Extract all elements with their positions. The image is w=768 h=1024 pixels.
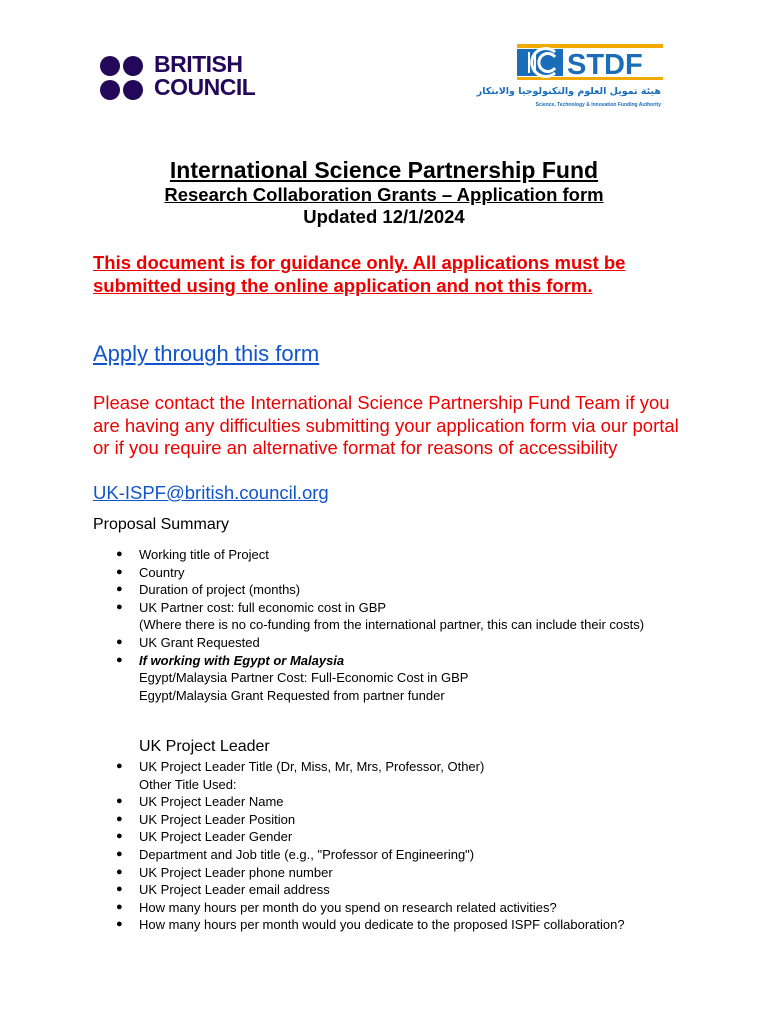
contact-text: Please contact the International Science Partnership Fund Team if you are having any difficulties submitting your application form via our portal or if you require an alternative format for reasons of accessibility <box>93 392 679 458</box>
list-item: ● UK Project Leader phone number <box>116 864 333 880</box>
document-subtitle: Research Collaboration Grants – Application form <box>164 184 604 205</box>
list-item-note: (Where there is no co-funding from the international partner, this can include their costs) <box>139 617 645 633</box>
proposal-summary-heading: Proposal Summary <box>93 516 230 533</box>
list-item: ● UK Grant Requested <box>116 634 260 650</box>
british-council-dots-icon <box>100 55 148 101</box>
list-item-note: Other Title Used: <box>139 776 237 792</box>
list-item: ● Duration of project (months) <box>116 582 301 598</box>
bullet-icon: ● <box>116 900 123 913</box>
bullet-icon: ● <box>116 653 123 666</box>
list-item: ● UK Partner cost: full economic cost in GBP (Where there is no co-funding from the international partner, this can include their costs) <box>110 599 670 634</box>
bullet-icon: ● <box>116 847 123 860</box>
bullet-icon: ● <box>116 830 123 843</box>
bullet-icon: ● <box>116 760 123 772</box>
british-council-logo <box>100 53 270 103</box>
list-item: ● UK Project Leader Title (Dr, Miss, Mr, Mrs, Professor, Other) Other Title Used: <box>110 758 670 793</box>
list-item: ● Country <box>116 564 185 580</box>
british-council-wordmark: BRITISH COUNCIL <box>154 51 256 100</box>
bullet-icon: ● <box>116 600 123 613</box>
list-item: ● How many hours per month do you spend on research related activities? <box>116 899 557 915</box>
list-item: ● How many hours per month would you dedicate to the proposed ISPF collaboration? <box>116 917 625 933</box>
list-item-note: Egypt/Malaysia Partner Cost: Full-Economic Cost in GBP <box>139 670 469 686</box>
document-title: International Science Partnership Fund <box>169 157 599 183</box>
list-item: ● UK Project Leader Gender <box>116 829 293 845</box>
guidance-warning: This document is for guidance only. All applications must be submitted using the online application and not this form. <box>93 252 626 296</box>
list-item: ● UK Project Leader Position <box>116 811 296 827</box>
email-link[interactable]: UK-ISPF@british.council.org <box>93 482 329 503</box>
list-item: ● Department and Job title (e.g., "Professor of Engineering") <box>116 846 475 862</box>
updated-date: Updated 12/1/2024 <box>303 206 465 227</box>
bullet-icon: ● <box>116 583 123 596</box>
apply-link[interactable]: Apply through this form <box>93 341 320 366</box>
svg-text:Science, Technology & Innovati: Science, Technology & Innovation Funding Authority <box>535 102 661 108</box>
list-item: ● UK Project Leader Name <box>116 794 284 810</box>
bullet-icon: ● <box>116 918 123 931</box>
list-item: ● UK Project Leader email address <box>116 882 330 898</box>
proposal-summary-list <box>110 546 670 704</box>
bullet-icon: ● <box>116 635 123 648</box>
bullet-icon: ● <box>116 565 123 578</box>
bullet-icon: ● <box>116 548 123 560</box>
stdf-logo <box>476 42 665 112</box>
svg-text:هيئة تمويل العلوم والتكنولوجيا: هيئة تمويل العلوم والتكنولوجيا والابتكار <box>476 86 661 97</box>
bullet-icon: ● <box>116 883 123 896</box>
list-item-note: Egypt/Malaysia Grant Requested from partner funder <box>139 687 445 703</box>
svg-text:STDF: STDF <box>567 49 643 81</box>
uk-project-leader-list <box>110 758 670 934</box>
bullet-icon: ● <box>116 865 123 878</box>
uk-project-leader-heading: UK Project Leader <box>139 738 270 755</box>
list-item: ● If working with Egypt or Malaysia Egypt/Malaysia Partner Cost: Full-Economic Cost in GBP Egypt/Malaysia Grant Requested from partner funder <box>110 652 670 705</box>
bullet-icon: ● <box>116 795 123 808</box>
bullet-icon: ● <box>116 812 123 825</box>
list-item: ● Working title of Project <box>116 547 269 562</box>
